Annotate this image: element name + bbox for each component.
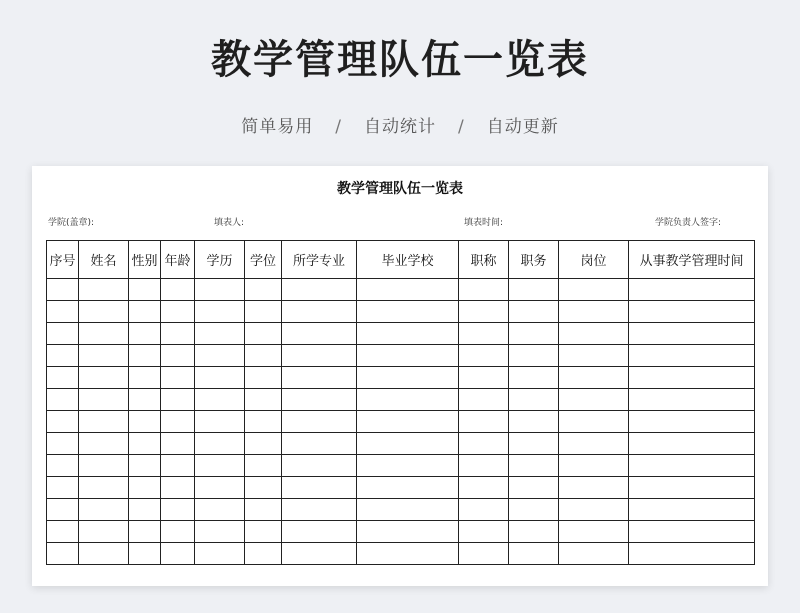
table-cell[interactable] — [357, 499, 459, 521]
table-cell[interactable] — [629, 521, 755, 543]
col-header-gender: 性别 — [129, 241, 161, 279]
table-cell[interactable] — [357, 323, 459, 345]
table-cell[interactable] — [509, 477, 559, 499]
table-cell[interactable] — [195, 433, 245, 455]
table-cell[interactable] — [129, 521, 161, 543]
table-cell[interactable] — [559, 367, 629, 389]
table-cell[interactable] — [129, 345, 161, 367]
table-row — [47, 455, 755, 477]
table-cell[interactable] — [357, 411, 459, 433]
table-cell[interactable] — [509, 323, 559, 345]
table-body — [47, 279, 755, 565]
table-cell[interactable] — [79, 499, 129, 521]
table-cell[interactable] — [79, 477, 129, 499]
table-cell[interactable] — [357, 477, 459, 499]
table-cell[interactable] — [129, 367, 161, 389]
table-cell[interactable] — [161, 433, 195, 455]
table-cell[interactable] — [282, 411, 357, 433]
table-cell[interactable] — [47, 345, 79, 367]
table-cell[interactable] — [161, 279, 195, 301]
table-cell[interactable] — [47, 477, 79, 499]
meta-filler: 填表人: — [214, 218, 245, 228]
table-cell[interactable] — [559, 499, 629, 521]
table-cell[interactable] — [629, 367, 755, 389]
table-cell[interactable] — [47, 411, 79, 433]
table-cell[interactable] — [161, 543, 195, 565]
table-cell[interactable] — [459, 389, 509, 411]
table-cell[interactable] — [282, 477, 357, 499]
table-row — [47, 521, 755, 543]
table-cell[interactable] — [129, 279, 161, 301]
table-cell[interactable] — [161, 367, 195, 389]
table-cell[interactable] — [195, 499, 245, 521]
table-cell[interactable] — [129, 499, 161, 521]
table-row — [47, 323, 755, 345]
table-row — [47, 499, 755, 521]
table-cell[interactable] — [79, 521, 129, 543]
table-cell[interactable] — [282, 455, 357, 477]
table-cell[interactable] — [629, 279, 755, 301]
table-cell[interactable] — [509, 279, 559, 301]
table-cell[interactable] — [195, 543, 245, 565]
table-cell[interactable] — [195, 477, 245, 499]
table-cell[interactable] — [629, 499, 755, 521]
table-cell[interactable] — [129, 455, 161, 477]
meta-school-stamp: 学院(盖章): — [48, 218, 95, 228]
table-cell[interactable] — [629, 477, 755, 499]
table-cell[interactable] — [161, 389, 195, 411]
table-cell[interactable] — [559, 279, 629, 301]
col-header-major: 所学专业 — [282, 241, 357, 279]
table-cell[interactable] — [459, 279, 509, 301]
table-cell[interactable] — [47, 521, 79, 543]
table-cell[interactable] — [161, 301, 195, 323]
table-cell[interactable] — [245, 455, 282, 477]
table-cell[interactable] — [629, 411, 755, 433]
table-cell[interactable] — [509, 389, 559, 411]
table-cell[interactable] — [629, 345, 755, 367]
table-cell[interactable] — [629, 543, 755, 565]
table-cell[interactable] — [161, 345, 195, 367]
table-cell[interactable] — [79, 301, 129, 323]
table-cell[interactable] — [282, 521, 357, 543]
table-cell[interactable] — [509, 543, 559, 565]
table-cell[interactable] — [357, 543, 459, 565]
table-cell[interactable] — [47, 301, 79, 323]
table-cell[interactable] — [47, 389, 79, 411]
table-cell[interactable] — [459, 345, 509, 367]
table-cell[interactable] — [79, 433, 129, 455]
table-row — [47, 389, 755, 411]
table-cell[interactable] — [161, 521, 195, 543]
table-cell[interactable] — [559, 521, 629, 543]
table-cell[interactable] — [559, 455, 629, 477]
table-cell[interactable] — [245, 367, 282, 389]
table-cell[interactable] — [161, 323, 195, 345]
col-header-age: 年龄 — [161, 241, 195, 279]
table-cell[interactable] — [195, 455, 245, 477]
table-cell[interactable] — [79, 543, 129, 565]
table-cell[interactable] — [509, 455, 559, 477]
table-cell[interactable] — [195, 323, 245, 345]
table-cell[interactable] — [357, 433, 459, 455]
table-cell[interactable] — [79, 367, 129, 389]
subtitle-part-auto-stats: 自动统计 — [364, 117, 436, 137]
table-cell[interactable] — [47, 543, 79, 565]
table-cell[interactable] — [79, 389, 129, 411]
table-cell[interactable] — [559, 323, 629, 345]
table-cell[interactable] — [79, 279, 129, 301]
table-row — [47, 301, 755, 323]
table-cell[interactable] — [282, 301, 357, 323]
col-header-position: 职务 — [509, 241, 559, 279]
table-cell[interactable] — [79, 323, 129, 345]
subtitle-separator: / — [335, 117, 342, 137]
col-header-education: 学历 — [195, 241, 245, 279]
staff-table — [46, 240, 755, 565]
table-cell[interactable] — [459, 301, 509, 323]
table-cell[interactable] — [47, 279, 79, 301]
table-cell[interactable] — [559, 301, 629, 323]
table-cell[interactable] — [195, 367, 245, 389]
table-cell[interactable] — [245, 499, 282, 521]
table-cell[interactable] — [195, 411, 245, 433]
table-cell[interactable] — [629, 433, 755, 455]
table-row — [47, 411, 755, 433]
table-cell[interactable] — [509, 521, 559, 543]
table-cell[interactable] — [357, 279, 459, 301]
sheet-title: 教学管理队伍一览表 — [337, 181, 463, 197]
table-cell[interactable] — [129, 389, 161, 411]
table-cell[interactable] — [559, 345, 629, 367]
table-cell[interactable] — [245, 323, 282, 345]
table-cell[interactable] — [629, 301, 755, 323]
meta-dean-signature: 学院负责人签字: — [655, 218, 722, 228]
table-cell[interactable] — [195, 279, 245, 301]
table-row — [47, 433, 755, 455]
table-cell[interactable] — [459, 455, 509, 477]
table-cell[interactable] — [459, 477, 509, 499]
table-cell[interactable] — [459, 433, 509, 455]
table-cell[interactable] — [79, 345, 129, 367]
table-cell[interactable] — [459, 323, 509, 345]
table-cell[interactable] — [357, 389, 459, 411]
table-cell[interactable] — [459, 411, 509, 433]
table-cell[interactable] — [459, 367, 509, 389]
table-cell[interactable] — [129, 477, 161, 499]
table-cell[interactable] — [282, 323, 357, 345]
table-row — [47, 543, 755, 565]
table-cell[interactable] — [129, 433, 161, 455]
meta-fill-time: 填表时间: — [464, 218, 504, 228]
table-cell[interactable] — [459, 499, 509, 521]
table-cell[interactable] — [245, 521, 282, 543]
table-cell[interactable] — [357, 367, 459, 389]
table-cell[interactable] — [559, 543, 629, 565]
table-cell[interactable] — [245, 433, 282, 455]
table-cell[interactable] — [559, 389, 629, 411]
table-cell[interactable] — [282, 543, 357, 565]
table-cell[interactable] — [47, 433, 79, 455]
col-header-post: 岗位 — [559, 241, 629, 279]
table-cell[interactable] — [161, 411, 195, 433]
table-cell[interactable] — [509, 345, 559, 367]
col-header-degree: 学位 — [245, 241, 282, 279]
table-cell[interactable] — [629, 389, 755, 411]
table-cell[interactable] — [129, 543, 161, 565]
table-cell[interactable] — [245, 389, 282, 411]
table-cell[interactable] — [161, 499, 195, 521]
table-cell[interactable] — [245, 543, 282, 565]
table-cell[interactable] — [559, 433, 629, 455]
table-cell[interactable] — [282, 499, 357, 521]
table-cell[interactable] — [282, 367, 357, 389]
table-cell[interactable] — [509, 411, 559, 433]
col-header-school: 毕业学校 — [357, 241, 459, 279]
table-cell[interactable] — [47, 323, 79, 345]
table-cell[interactable] — [245, 411, 282, 433]
table-cell[interactable] — [509, 367, 559, 389]
table-cell[interactable] — [195, 345, 245, 367]
subtitle-part-auto-update: 自动更新 — [486, 117, 559, 137]
table-cell[interactable] — [509, 301, 559, 323]
table-cell[interactable] — [245, 301, 282, 323]
spreadsheet-preview — [32, 166, 768, 586]
table-cell[interactable] — [161, 455, 195, 477]
table-cell[interactable] — [357, 301, 459, 323]
table-row — [47, 279, 755, 301]
table-cell[interactable] — [459, 521, 509, 543]
banner-title: 教学管理队伍一览表 — [211, 37, 589, 83]
table-cell[interactable] — [282, 279, 357, 301]
table-row — [47, 477, 755, 499]
table-cell[interactable] — [79, 411, 129, 433]
table-cell[interactable] — [47, 499, 79, 521]
table-cell[interactable] — [129, 411, 161, 433]
col-header-title: 职称 — [459, 241, 509, 279]
table-row — [47, 367, 755, 389]
table-cell[interactable] — [629, 323, 755, 345]
col-header-mgmt-years: 从事教学管理时间 — [629, 241, 755, 279]
table-cell[interactable] — [161, 477, 195, 499]
col-header-name: 姓名 — [79, 241, 129, 279]
table-cell[interactable] — [459, 543, 509, 565]
table-cell[interactable] — [282, 389, 357, 411]
table-cell[interactable] — [357, 455, 459, 477]
table-cell[interactable] — [195, 389, 245, 411]
table-cell[interactable] — [509, 433, 559, 455]
table-cell[interactable] — [195, 301, 245, 323]
table-cell[interactable] — [357, 521, 459, 543]
subtitle-separator: / — [458, 117, 465, 137]
table-cell[interactable] — [282, 345, 357, 367]
table-cell[interactable] — [47, 455, 79, 477]
table-cell[interactable] — [509, 499, 559, 521]
table-cell[interactable] — [245, 477, 282, 499]
table-cell[interactable] — [629, 455, 755, 477]
table-cell[interactable] — [129, 323, 161, 345]
table-cell[interactable] — [195, 521, 245, 543]
table-cell[interactable] — [79, 455, 129, 477]
table-cell[interactable] — [245, 345, 282, 367]
banner-subtitle — [0, 112, 800, 137]
table-cell[interactable] — [559, 477, 629, 499]
table-cell[interactable] — [282, 433, 357, 455]
table-row — [47, 345, 755, 367]
table-cell[interactable] — [559, 411, 629, 433]
table-cell[interactable] — [47, 367, 79, 389]
table-cell[interactable] — [129, 301, 161, 323]
table-header-row — [47, 241, 755, 279]
table-cell[interactable] — [357, 345, 459, 367]
table-cell[interactable] — [245, 279, 282, 301]
subtitle-part-easy: 简单易用 — [241, 117, 314, 137]
col-header-index: 序号 — [47, 241, 79, 279]
